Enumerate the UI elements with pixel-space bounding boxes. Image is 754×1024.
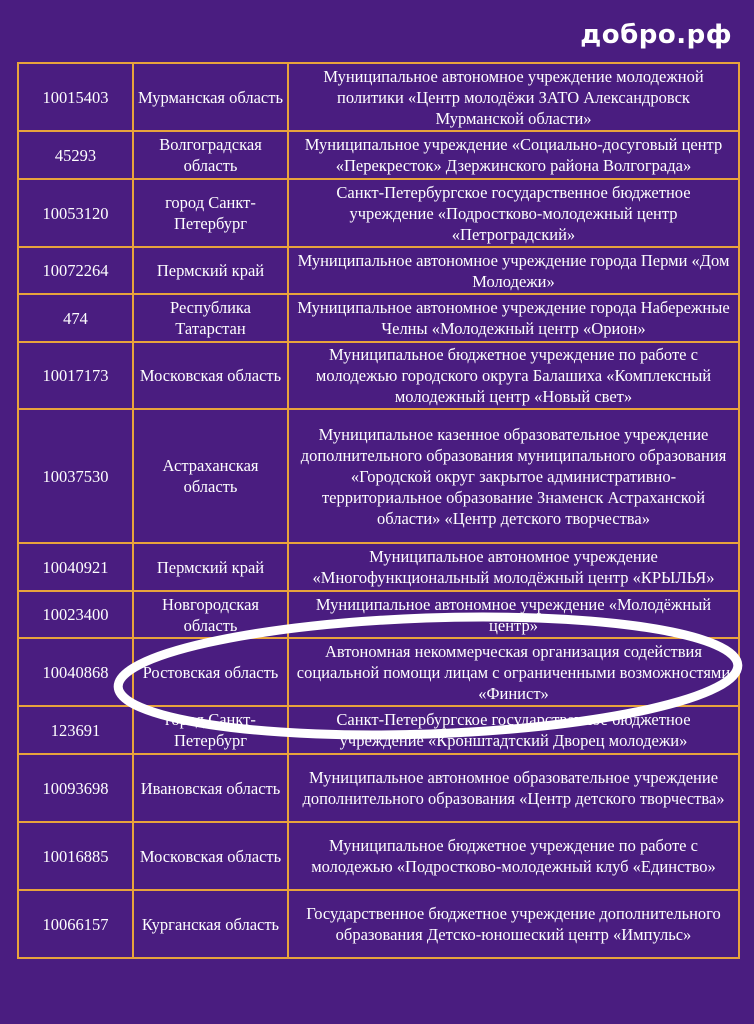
org-id: 10072264 [18,247,133,294]
org-name: Муниципальное казенное образовательное учреждение дополнительного образования муниципального образования «Городской округ закрытое административно-территориальное образование Знаменск Астраханской области» «Центр детского творчества» [288,409,739,543]
org-region: город Санкт-Петербург [133,179,288,247]
org-name: Санкт-Петербургское государственное бюджетное учреждение «Подростково-молодежный центр «Петроградский» [288,179,739,247]
org-region: Курганская область [133,890,288,958]
org-region: Волгоградская область [133,131,288,179]
org-name: Муниципальное учреждение «Социально-досуговый центр «Перекресток» Дзержинского района Волгограда» [288,131,739,179]
org-name: Муниципальное автономное учреждение молодежной политики «Центр молодёжи ЗАТО Александровск Мурманской области» [288,63,739,131]
org-name: Муниципальное автономное образовательное учреждение дополнительного образования «Центр детского творчества» [288,754,739,822]
org-region: Московская область [133,822,288,890]
org-id: 10017173 [18,342,133,409]
org-name: Муниципальное автономное учреждение города Набережные Челны «Молодежный центр «Орион» [288,294,739,342]
org-id: 10016885 [18,822,133,890]
table-row [18,63,739,131]
table-row [18,754,739,822]
table-row [18,294,739,342]
org-name: Государственное бюджетное учреждение дополнительного образования Детско-юношеский центр «Импульс» [288,890,739,958]
org-id: 10066157 [18,890,133,958]
table-row [18,591,739,638]
org-region: Астраханская область [133,409,288,543]
org-id: 10037530 [18,409,133,543]
table-row [18,409,739,543]
organizations-table [17,62,740,959]
org-name: Муниципальное бюджетное учреждение по работе с молодежью городского округа Балашиха «Комплексный молодежный центр «Новый свет» [288,342,739,409]
org-id: 474 [18,294,133,342]
table-row [18,131,739,179]
org-id: 10023400 [18,591,133,638]
table-row [18,890,739,958]
org-id: 45293 [18,131,133,179]
org-id: 123691 [18,706,133,754]
org-region: Пермский край [133,247,288,294]
org-region: город Санкт-Петербург [133,706,288,754]
org-id: 10015403 [18,63,133,131]
org-region: Ростовская область [133,638,288,706]
org-id: 10040868 [18,638,133,706]
org-id: 10040921 [18,543,133,591]
table-row [18,822,739,890]
org-region: Ивановская область [133,754,288,822]
org-region: Московская область [133,342,288,409]
org-name: Муниципальное бюджетное учреждение по работе с молодежью «Подростково-молодежный клуб «Единство» [288,822,739,890]
org-region: Республика Татарстан [133,294,288,342]
table-row-highlighted [18,638,739,706]
table-row [18,543,739,591]
org-name: Автономная некоммерческая организация содействия социальной помощи лицам с ограниченными возможностями «Финист» [288,638,739,706]
org-id: 10053120 [18,179,133,247]
table-row [18,706,739,754]
org-region: Пермский край [133,543,288,591]
org-region: Новгородская область [133,591,288,638]
org-id: 10093698 [18,754,133,822]
org-name: Муниципальное автономное учреждение города Перми «Дом Молодежи» [288,247,739,294]
org-name: Санкт-Петербургское государственное бюджетное учреждение «Кронштадтский Дворец молодежи» [288,706,739,754]
table-row [18,342,739,409]
org-name: Муниципальное автономное учреждение «Многофункциональный молодёжный центр «КРЫЛЬЯ» [288,543,739,591]
org-region: Мурманская область [133,63,288,131]
org-name: Муниципальное автономное учреждение «Молодёжный центр» [288,591,739,638]
table-row [18,179,739,247]
dobro-rf-logo: добро.рф [580,20,732,50]
table-row [18,247,739,294]
